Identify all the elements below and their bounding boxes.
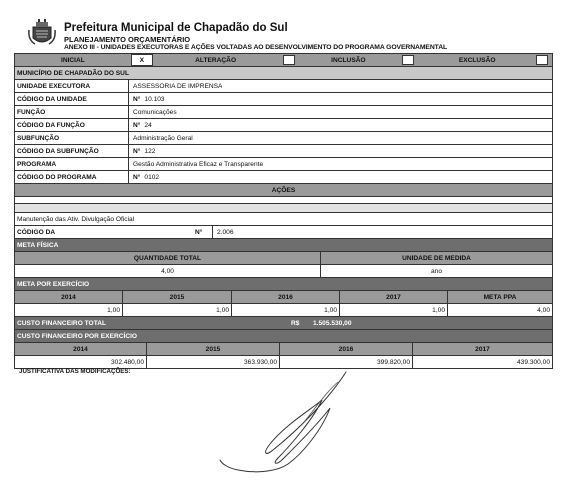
meta-year-value: 1,00 xyxy=(340,304,448,316)
custo-exercicio-years-row xyxy=(14,343,553,356)
codigo-subfuncao-label: CÓDIGO DA SUBFUNÇÃO xyxy=(15,145,129,157)
unidade-medida-label: UNIDADE DE MEDIDA xyxy=(402,254,471,262)
numero-prefix: N° xyxy=(195,226,213,238)
codigo-funcao-label: CÓDIGO DA FUNÇÃO xyxy=(15,119,129,131)
acoes-header-row xyxy=(14,184,553,197)
custo-total-row xyxy=(14,317,553,330)
meta-ppa-header: META PPA xyxy=(483,293,517,301)
quantidade-total-value: 4,00 xyxy=(15,265,321,277)
meta-fisica-title: META FÍSICA xyxy=(17,241,59,249)
custo-year-header: 2017 xyxy=(475,345,490,353)
custo-exercicio-title: CUSTO FINANCEIRO POR EXERCÍCIO xyxy=(17,332,138,340)
programa-label: PROGRAMA xyxy=(15,158,129,170)
custo-total-currency: R$ xyxy=(291,319,300,327)
custo-year-value: 302.480,00 xyxy=(15,356,147,368)
codigo-unidade-label: CÓDIGO DA UNIDADE xyxy=(15,93,129,105)
custo-exercicio-header-row xyxy=(14,330,553,343)
acoes-codigo-label: CÓDIGO DA xyxy=(17,228,56,236)
funcao-label: FUNÇÃO xyxy=(15,106,129,118)
option-inclusao-checkbox[interactable] xyxy=(402,55,414,65)
meta-year-header: 2015 xyxy=(123,291,232,303)
acoes-descricao-row xyxy=(14,213,553,226)
meta-exercicio-title: META POR EXERCÍCIO xyxy=(17,280,90,288)
codigo-programa-label: CÓDIGO DO PROGRAMA xyxy=(15,171,129,183)
custo-year-header: 2016 xyxy=(280,343,413,355)
unidade-executora-value: ASSESSORIA DE IMPRENSA xyxy=(133,82,223,90)
meta-year-header: 2014 xyxy=(15,291,123,303)
option-inicial[interactable] xyxy=(15,54,131,66)
codigo-programa-row xyxy=(14,171,553,184)
meta-fisica-values-row xyxy=(14,265,553,278)
handwritten-signature xyxy=(218,370,358,480)
budget-form xyxy=(14,53,553,369)
meta-year-value: 1,00 xyxy=(15,304,123,316)
municipio-row xyxy=(14,67,553,80)
option-alteracao[interactable] xyxy=(153,54,279,66)
unidade-executora-label: UNIDADE EXECUTORA xyxy=(15,80,129,92)
quantidade-total-label: QUANTIDADE TOTAL xyxy=(15,252,321,264)
meta-exercicio-header-row xyxy=(14,278,553,291)
custo-year-value: 399.820,00 xyxy=(280,356,413,368)
codigo-unidade-row xyxy=(14,93,553,106)
meta-year-header: 2017 xyxy=(340,291,448,303)
custo-total-label: CUSTO FINANCEIRO TOTAL xyxy=(17,319,107,327)
codigo-funcao-value: 24 xyxy=(144,121,152,129)
acoes-codigo-row xyxy=(14,226,553,239)
custo-year-value: 439.300,00 xyxy=(516,358,550,366)
option-inclusao[interactable] xyxy=(298,54,398,66)
annex-title: ANEXO III - UNIDADES EXECUTORAS E AÇÕES VOLTADAS AO DESENVOLVIMENTO DO PROGRAMA GOVERNAMENTAL xyxy=(64,44,448,51)
acoes-spacer-row xyxy=(14,197,553,204)
custo-year-value: 363.930,00 xyxy=(147,356,280,368)
option-inicial-mark: X xyxy=(139,56,144,64)
page-title: Prefeitura Municipal de Chapadão do Sul xyxy=(64,22,288,34)
meta-ppa-value: 4,00 xyxy=(537,306,550,314)
option-inicial-checkbox[interactable] xyxy=(131,54,153,66)
funcao-value: Comunicações xyxy=(133,108,177,116)
subfuncao-row xyxy=(14,132,553,145)
acoes-title: AÇÕES xyxy=(271,186,296,194)
option-alteracao-box-wrap xyxy=(279,54,299,66)
codigo-unidade-value: 10.103 xyxy=(144,95,165,103)
numero-prefix: N° xyxy=(133,121,141,129)
custo-year-header: 2014 xyxy=(15,343,147,355)
custo-total-value: 1.505.530,00 xyxy=(313,319,352,327)
option-exclusao-box-wrap xyxy=(532,54,552,66)
option-inicial-label: INICIAL xyxy=(60,56,85,64)
acoes-gray-band xyxy=(14,204,553,213)
programa-row xyxy=(14,158,553,171)
option-alteracao-label: ALTERAÇÃO xyxy=(195,56,237,64)
custo-year-header: 2015 xyxy=(147,343,280,355)
meta-exercicio-values-row xyxy=(14,304,553,317)
option-exclusao[interactable] xyxy=(422,54,532,66)
meta-year-value: 1,00 xyxy=(232,304,340,316)
funcao-row xyxy=(14,106,553,119)
meta-year-header: 2016 xyxy=(232,291,340,303)
acoes-codigo-value: 2.006 xyxy=(217,228,234,236)
numero-prefix: N° xyxy=(133,173,141,181)
subfuncao-label: SUBFUNÇÃO xyxy=(15,132,129,144)
numero-prefix: N° xyxy=(133,147,141,155)
justificativa-label: JUSTIFICATIVA DAS MODIFICAÇÕES: xyxy=(19,368,131,375)
codigo-programa-value: 0102 xyxy=(144,173,160,181)
municipio-label: MUNICÍPIO DE CHAPADÃO DO SUL xyxy=(17,69,129,77)
meta-fisica-header-row xyxy=(14,239,553,252)
unidade-medida-value: ano xyxy=(430,267,442,275)
option-inclusao-box-wrap xyxy=(398,54,422,66)
programa-value: Gestão Administrativa Eficaz e Transparente xyxy=(133,160,264,168)
codigo-funcao-row xyxy=(14,119,553,132)
codigo-subfuncao-value: 122 xyxy=(144,147,156,155)
option-exclusao-label: EXCLUSÃO xyxy=(458,56,496,64)
municipal-crest-icon xyxy=(27,18,57,48)
option-inclusao-label: INCLUSÃO xyxy=(331,56,366,64)
meta-exercicio-years-row xyxy=(14,291,553,304)
acoes-descricao: Manutenção das Ativ. Divulgação Oficial xyxy=(17,215,135,223)
form-type-row xyxy=(14,53,553,67)
numero-prefix: N° xyxy=(133,95,141,103)
option-exclusao-checkbox[interactable] xyxy=(536,55,548,65)
meta-fisica-labels-row xyxy=(14,252,553,265)
option-alteracao-checkbox[interactable] xyxy=(283,55,295,65)
subfuncao-value: Administração Geral xyxy=(133,134,193,142)
codigo-subfuncao-row xyxy=(14,145,553,158)
page-subtitle: PLANEJAMENTO ORÇAMENTÁRIO xyxy=(64,35,191,44)
unidade-executora-row xyxy=(14,80,553,93)
meta-year-value: 1,00 xyxy=(123,304,232,316)
